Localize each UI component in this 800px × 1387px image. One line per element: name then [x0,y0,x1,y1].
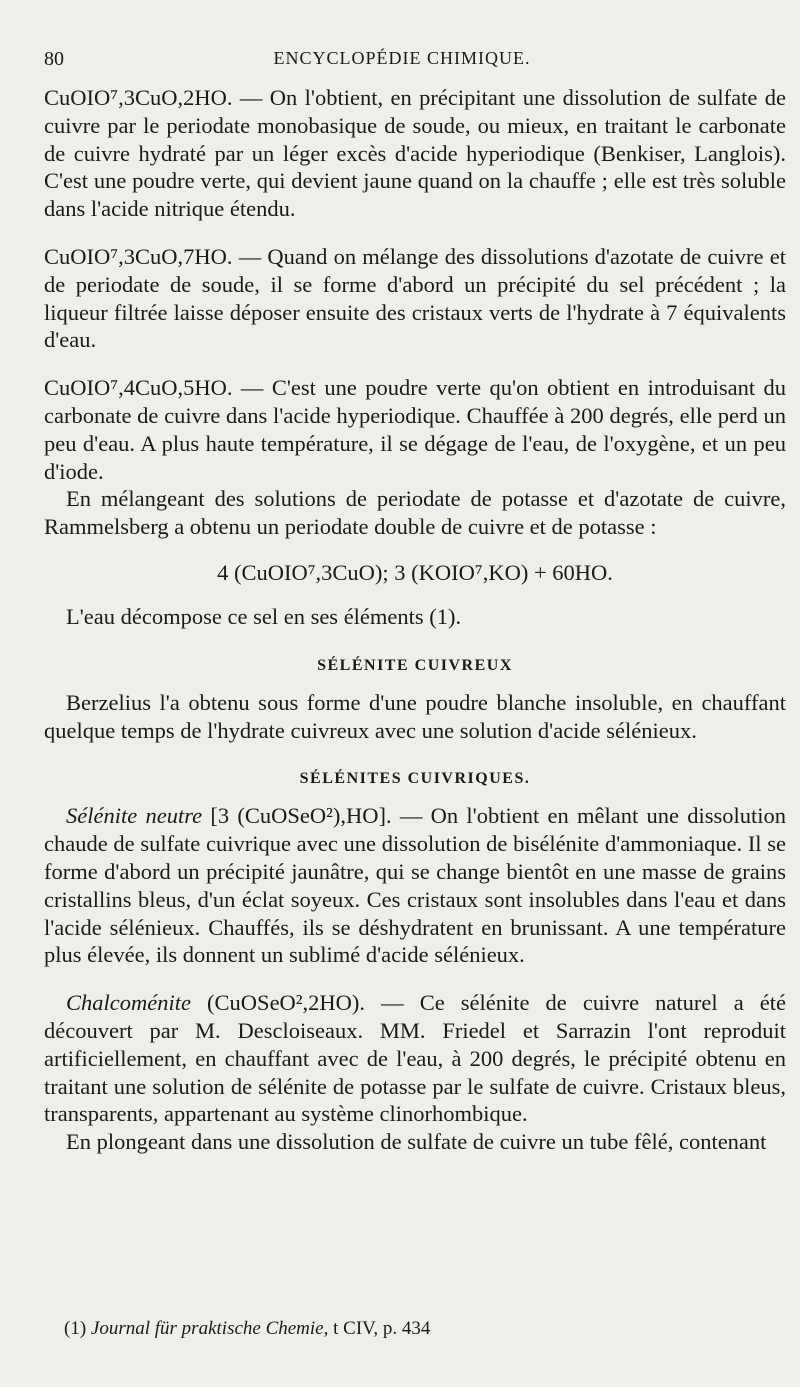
paragraph-6: Berzelius l'a obtenu sous forme d'une poudre blanche insoluble, en chauffant quelque temps de l'hydrate cuivreux avec une solution d'acide sélénieux. [44,689,786,743]
compound-formula: (CuOSeO²,2HO). [190,990,366,1016]
footnote [64,1318,430,1340]
page-body [44,84,786,1156]
paragraph-3 [44,374,786,485]
paragraph-5: L'eau décompose ce sel en ses éléments (1). [66,603,462,629]
footnote-marker: (1) [64,1318,87,1339]
compound-formula: CuOIO⁷,4CuO,5HO. [44,375,233,401]
paragraph-7 [44,802,786,969]
paragraph-8 [44,989,786,1128]
footnote-reference: t CIV, p. 434 [328,1318,431,1339]
page-number: 80 [44,48,64,70]
compound-formula: CuOIO⁷,3CuO,2HO. [44,85,233,110]
section-title-selenites-cuivriques: SÉLÉNITES CUIVRIQUES. [299,770,531,788]
paragraph-2 [44,243,786,354]
double-periodate-formula: 4 (CuOIO⁷,3CuO); 3 (KOIO⁷,KO) + 60HO. [217,559,613,585]
term-italic: Chalcoménite [66,990,191,1016]
paragraph-text: — On l'obtient, en précipitant une dissolution de sulfate de cuivre par le periodate monobasique de soude, ou mieux, en traitant le carbonate de cuivre hydraté par un léger excès d'acide hyperiodique (Benkiser, Langlois). C'est une poudre verte, qui devient jaune quand on la chauffe ; elle est très soluble dans l'acide nitrique étendu. [44,85,786,222]
compound-formula: CuOIO⁷,3CuO,7HO. [44,243,233,269]
compound-formula: [3 (CuOSeO²),HO]. [202,803,392,829]
paragraph-4: En mélangeant des solutions de periodate de potasse et d'azotate de cuivre, Rammelsberg a obtenu un periodate double de cuivre et de potasse : [44,486,786,540]
paragraph-text: — Quand on mélange des dissolutions d'azotate de cuivre et de periodate de soude, il se forme d'abord un précipité du sel précédent ; la liqueur filtrée laisse déposer ensuite des cristaux verts de l'hydrate à 7 équivalents d'eau. [44,243,786,353]
section-title-selenite-cuivreux: SÉLÉNITE CUIVREUX [317,656,513,674]
paragraph-1 [44,84,786,223]
paragraph-text: — On l'obtient en mêlant une dissolution chaude de sulfate cuivrique avec une dissolution de bisélénite d'ammoniaque. Il se forme d'abord un précipité jaunâtre, qui se change bientôt en une masse de grains cristallins bleus, d'un éclat soyeux. Ces cristaux sont insolubles dans l'eau et dans l'acide sélénieux. Chauffés, ils se déshydratent en brunissant. A une température plus élevée, ils donnent un sublimé d'acide sélénieux. [44,803,786,968]
page-header [44,48,760,72]
paragraph-text: — C'est une poudre verte qu'on obtient en introduisant du carbonate de cuivre dans l'acide hyperiodique. Chauffée à 200 degrés, elle perd un peu d'eau. A plus haute température, il se dégage de l'eau, de l'oxygène, et un peu d'iode. [44,375,786,484]
term-italic: Sélénite neutre [66,803,203,829]
paragraph-9: En plongeant dans une dissolution de sulfate de cuivre un tube fêlé, contenant [66,1129,767,1155]
paragraph-text: — Ce sélénite de cuivre naturel a été découvert par M. Descloiseaux. MM. Friedel et Sarrazin l'ont reproduit artificiellement, en chauffant avec de l'eau, à 200 degrés, le précipité obtenu en traitant une solution de sélénite de potasse par le sulfate de cuivre. Cristaux bleus, transparents, appartenant au système clinorhombique. [44,990,786,1127]
footnote-journal: Journal für praktische Chemie, [90,1318,329,1339]
running-title: ENCYCLOPÉDIE CHIMIQUE. [273,48,531,68]
